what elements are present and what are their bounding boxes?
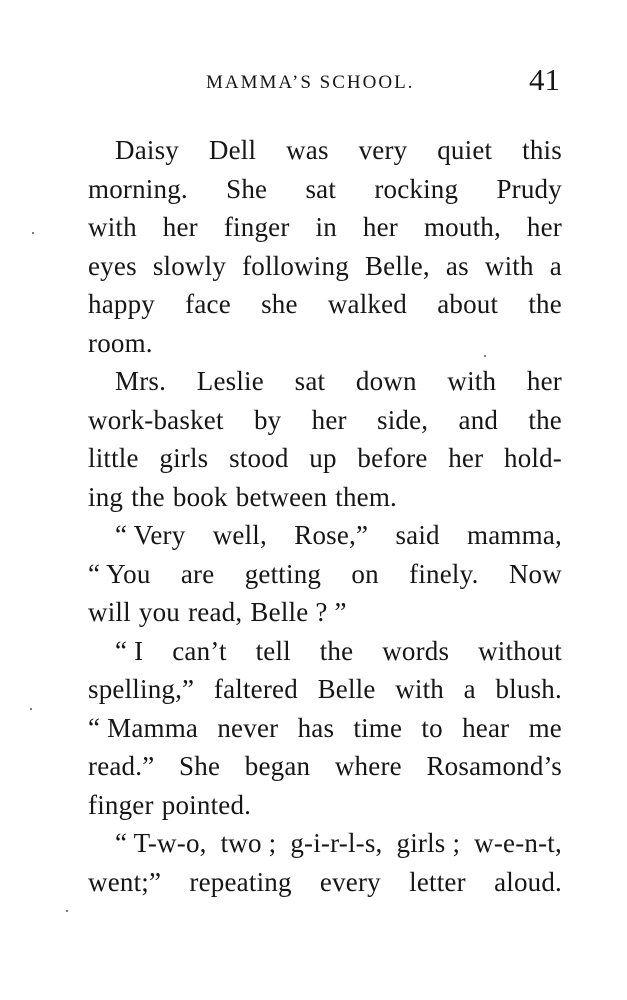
word: mouth, — [423, 212, 501, 242]
print-speck — [30, 708, 32, 710]
word: are — [180, 558, 215, 589]
word: tell — [255, 635, 291, 666]
word: well, — [212, 520, 267, 550]
word: time — [353, 712, 403, 743]
word: her — [526, 212, 562, 242]
word: in — [315, 212, 337, 242]
word: where — [334, 751, 402, 781]
word: walked — [327, 289, 408, 319]
word: book — [172, 481, 228, 512]
word: sat — [294, 366, 326, 396]
word: you — [138, 597, 181, 627]
word: her — [526, 366, 562, 396]
word: g-i-r-l-s, — [290, 828, 383, 858]
word: eyes — [88, 250, 137, 281]
word: read, — [188, 597, 243, 627]
word: every — [319, 866, 381, 897]
word: Rosamond’s — [426, 751, 562, 781]
word: her — [311, 404, 347, 435]
page-number: 41 — [529, 62, 560, 97]
word: this — [522, 135, 562, 165]
word: slowly — [152, 250, 227, 281]
word: repeating — [189, 866, 292, 897]
word: work-basket — [88, 404, 224, 435]
text-line — [88, 324, 562, 363]
word: down — [355, 366, 417, 396]
word: her — [162, 212, 198, 242]
word: very — [358, 135, 408, 165]
word: has — [297, 712, 335, 743]
text-line — [88, 439, 562, 478]
word: words — [382, 635, 450, 666]
word: mamma, — [467, 520, 562, 550]
word: “ Very — [115, 520, 186, 550]
word: a — [549, 250, 562, 281]
word: stood — [229, 443, 289, 473]
word: “ I — [115, 635, 144, 666]
text-line — [88, 478, 562, 517]
word: about — [437, 289, 499, 319]
word: hold- — [504, 443, 562, 473]
word: she — [261, 289, 298, 319]
word: two ; — [220, 828, 277, 858]
text-line — [88, 285, 562, 324]
word: on — [351, 558, 379, 589]
text-line — [88, 824, 562, 863]
word: blush. — [495, 674, 562, 704]
word: with — [88, 212, 137, 242]
word: began — [244, 751, 311, 781]
word: ing — [88, 481, 124, 512]
word: face — [185, 289, 231, 319]
running-title: MAMMA’S SCHOOL. — [206, 72, 415, 93]
word: Mrs. — [115, 366, 167, 396]
text-line — [88, 786, 562, 825]
word: will — [88, 597, 131, 627]
word: “ Mamma — [88, 712, 199, 743]
page-header — [88, 58, 562, 102]
word: Dell — [208, 135, 257, 165]
word: sat — [305, 173, 337, 204]
word: never — [217, 712, 279, 743]
word: without — [478, 635, 562, 666]
word: girls — [159, 443, 209, 473]
text-line — [88, 516, 562, 555]
word: before — [357, 443, 428, 473]
word: the — [319, 635, 354, 666]
word: with — [447, 366, 497, 396]
word: the — [528, 289, 562, 319]
word: side, — [377, 404, 429, 435]
text-line — [88, 247, 562, 286]
word: faltered — [213, 674, 298, 704]
word: w-e-n-t, — [474, 828, 562, 858]
word: room. — [88, 327, 153, 358]
body-text — [88, 131, 562, 901]
word: rocking — [374, 173, 459, 204]
word: “ You — [88, 558, 151, 589]
word: with — [484, 250, 534, 281]
word: quiet — [437, 135, 493, 165]
word: hear — [462, 712, 510, 743]
word: to — [421, 712, 443, 743]
word: them. — [335, 481, 397, 512]
word: finger — [223, 212, 290, 242]
print-speck — [66, 910, 68, 912]
word: Belle, — [364, 250, 430, 281]
word: can’t — [172, 635, 227, 666]
word: pointed. — [161, 789, 252, 820]
text-line — [88, 747, 562, 786]
word: finely. — [409, 558, 479, 589]
word: her — [448, 443, 484, 473]
text-line — [88, 170, 562, 209]
word: Belle ? ” — [250, 597, 347, 627]
text-line — [88, 362, 562, 401]
word: between — [235, 481, 328, 512]
word: “ T-w-o, — [115, 828, 207, 858]
word: as — [445, 250, 469, 281]
word: with — [395, 674, 444, 704]
text-line — [88, 670, 562, 709]
word: said — [395, 520, 440, 550]
word: finger — [88, 789, 154, 820]
word: the — [131, 481, 165, 512]
text-line — [88, 709, 562, 748]
word: little — [88, 443, 139, 473]
word: Belle — [317, 674, 376, 704]
print-speck — [484, 355, 486, 357]
word: She — [226, 173, 268, 204]
word: Daisy — [115, 135, 179, 165]
word: her — [362, 212, 398, 242]
word: Leslie — [196, 366, 264, 396]
word: me — [528, 712, 562, 743]
word: and — [458, 404, 499, 435]
word: getting — [244, 558, 322, 589]
text-line — [88, 208, 562, 247]
word: girls ; — [396, 828, 461, 858]
text-line — [88, 401, 562, 440]
word: up — [309, 443, 337, 473]
print-speck — [32, 232, 34, 234]
text-line — [88, 593, 562, 632]
word: following — [242, 250, 349, 281]
word: the — [528, 404, 562, 435]
word: Rose,” — [294, 520, 369, 550]
word: happy — [88, 289, 155, 319]
word: morning. — [88, 173, 188, 204]
text-line — [88, 863, 562, 902]
word: was — [286, 135, 329, 165]
word: a — [463, 674, 476, 704]
word: went;” — [88, 866, 162, 897]
word: spelling,” — [88, 674, 195, 704]
word: Now — [508, 558, 562, 589]
word: read.” — [88, 751, 155, 781]
text-line — [88, 555, 562, 594]
word: She — [179, 751, 221, 781]
word: aloud. — [494, 866, 562, 897]
text-line — [88, 632, 562, 671]
word: by — [253, 404, 282, 435]
word: letter — [409, 866, 466, 897]
text-line — [88, 131, 562, 170]
word: Prudy — [496, 173, 562, 204]
